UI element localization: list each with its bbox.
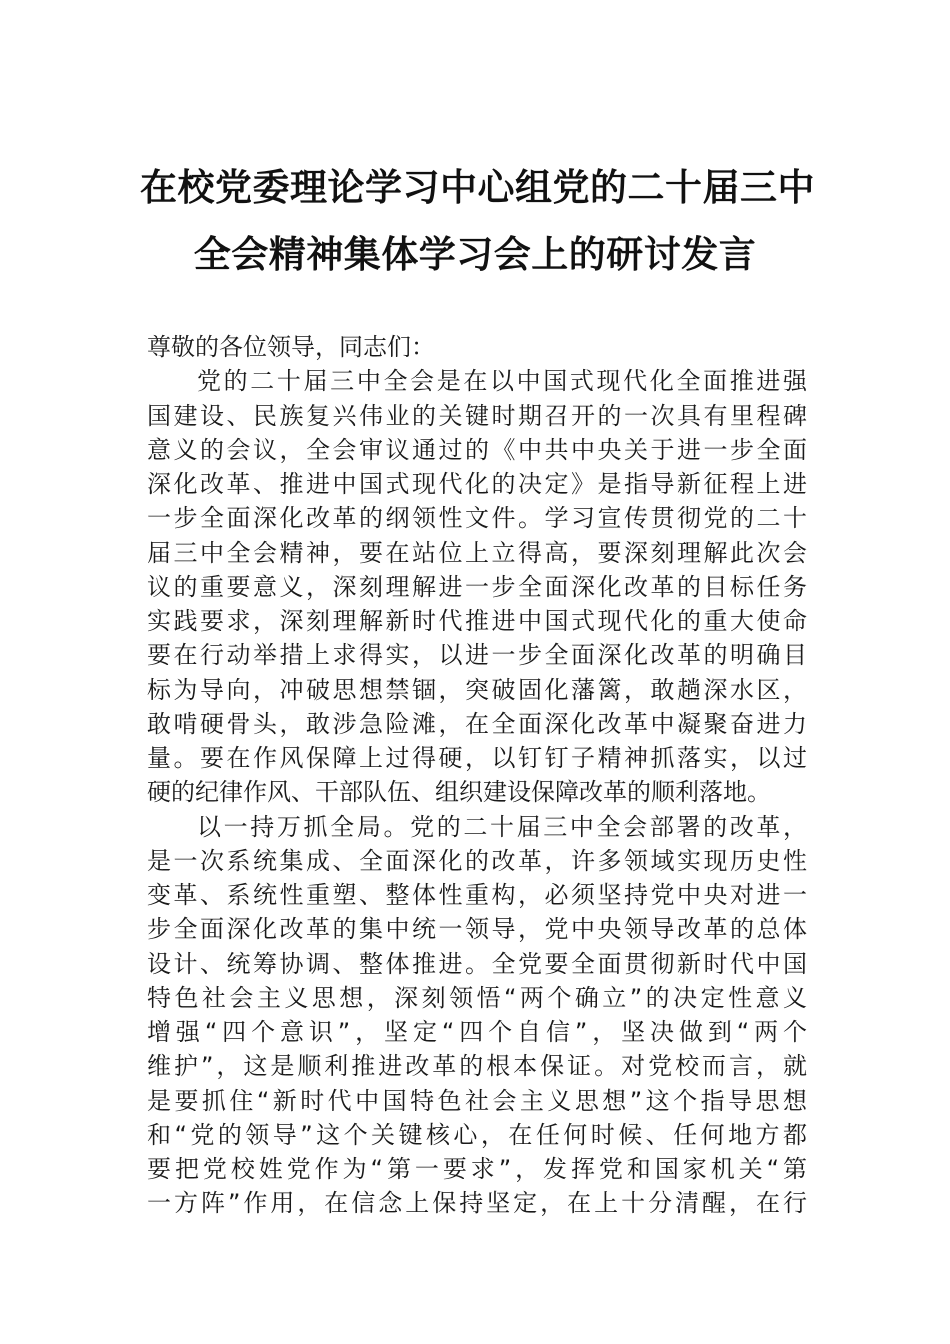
paragraph-line: 步全面深化改革的集中统一领导，党中央领导改革的总体 [147, 915, 807, 944]
document-body [147, 330, 807, 1221]
salutation: 尊敬的各位领导，同志们： [147, 333, 435, 361]
paragraph-line: 变革、系统性重塑、整体性重构，必须坚持党中央对进一 [147, 881, 807, 909]
paragraph-line: 硬的纪律作风、干部队伍、组织建设保障改革的顺利落地。 [147, 778, 771, 807]
paragraph-line: 量。要在作风保障上过得硬，以钉钉子精神抓落实，以过 [147, 744, 807, 772]
paragraph-line: 党的二十届三中全会是在以中国式现代化全面推进强 [197, 367, 807, 396]
paragraph-line: 特色社会主义思想，深刻领悟“两个确立”的决定性意义 [147, 983, 807, 1012]
paragraph-line: 一方阵”作用，在信念上保持坚定，在上十分清醒，在行 [147, 1189, 807, 1218]
paragraph-line: 深化改革、推进中国式现代化的决定》是指导新征程上进 [147, 470, 807, 498]
paragraph-line: 意义的会议，全会审议通过的《中共中央关于进一步全面 [147, 435, 807, 464]
paragraph-line: 议的重要意义，深刻理解进一步全面深化改革的目标任务 [147, 572, 807, 601]
paragraph-line: 要在行动举措上求得实，以进一步全面深化改革的明确目 [147, 641, 807, 670]
paragraph-1 [147, 364, 807, 809]
document-title-line-2: 全会精神集体学习会上的研讨发言 [193, 232, 757, 276]
paragraph-2 [147, 810, 807, 1221]
paragraph-line: 增强“四个意识”，坚定“四个自信”，坚决做到“两个 [147, 1018, 807, 1046]
paragraph-line: 是要抓住“新时代中国特色社会主义思想”这个指导思想 [147, 1086, 807, 1115]
paragraph-line: 敢啃硬骨头，敢涉急险滩，在全面深化改革中凝聚奋进力 [147, 709, 807, 738]
paragraph-line: 维护”，这是顺利推进改革的根本保证。对党校而言，就 [147, 1052, 807, 1081]
paragraph-line: 国建设、民族复兴伟业的关键时期召开的一次具有里程碑 [147, 401, 807, 430]
paragraph-line: 标为导向，冲破思想禁锢，突破固化藩篱，敢趟深水区， [147, 675, 807, 704]
paragraph-line: 届三中全会精神，要在站位上立得高，要深刻理解此次会 [147, 538, 807, 567]
paragraph-line: 一步全面深化改革的纲领性文件。学习宣传贯彻党的二十 [147, 504, 807, 533]
document-title-line-1: 在校党委理论学习中心组党的二十届三中 [140, 165, 815, 209]
paragraph-line: 要把党校姓党作为“第一要求”，发挥党和国家机关“第 [147, 1155, 807, 1183]
paragraph-line: 和“党的领导”这个关键核心，在任何时候、任何地方都 [147, 1120, 807, 1149]
paragraph-line: 实践要求，深刻理解新时代推进中国式现代化的重大使命 [147, 607, 807, 635]
paragraph-line: 设计、统筹协调、整体推进。全党要全面贯彻新时代中国 [147, 949, 807, 978]
paragraph-line: 是一次系统集成、全面深化的改革，许多领域实现历史性 [147, 846, 807, 875]
paragraph-line: 以一持万抓全局。党的二十届三中全会部署的改革， [197, 812, 807, 841]
